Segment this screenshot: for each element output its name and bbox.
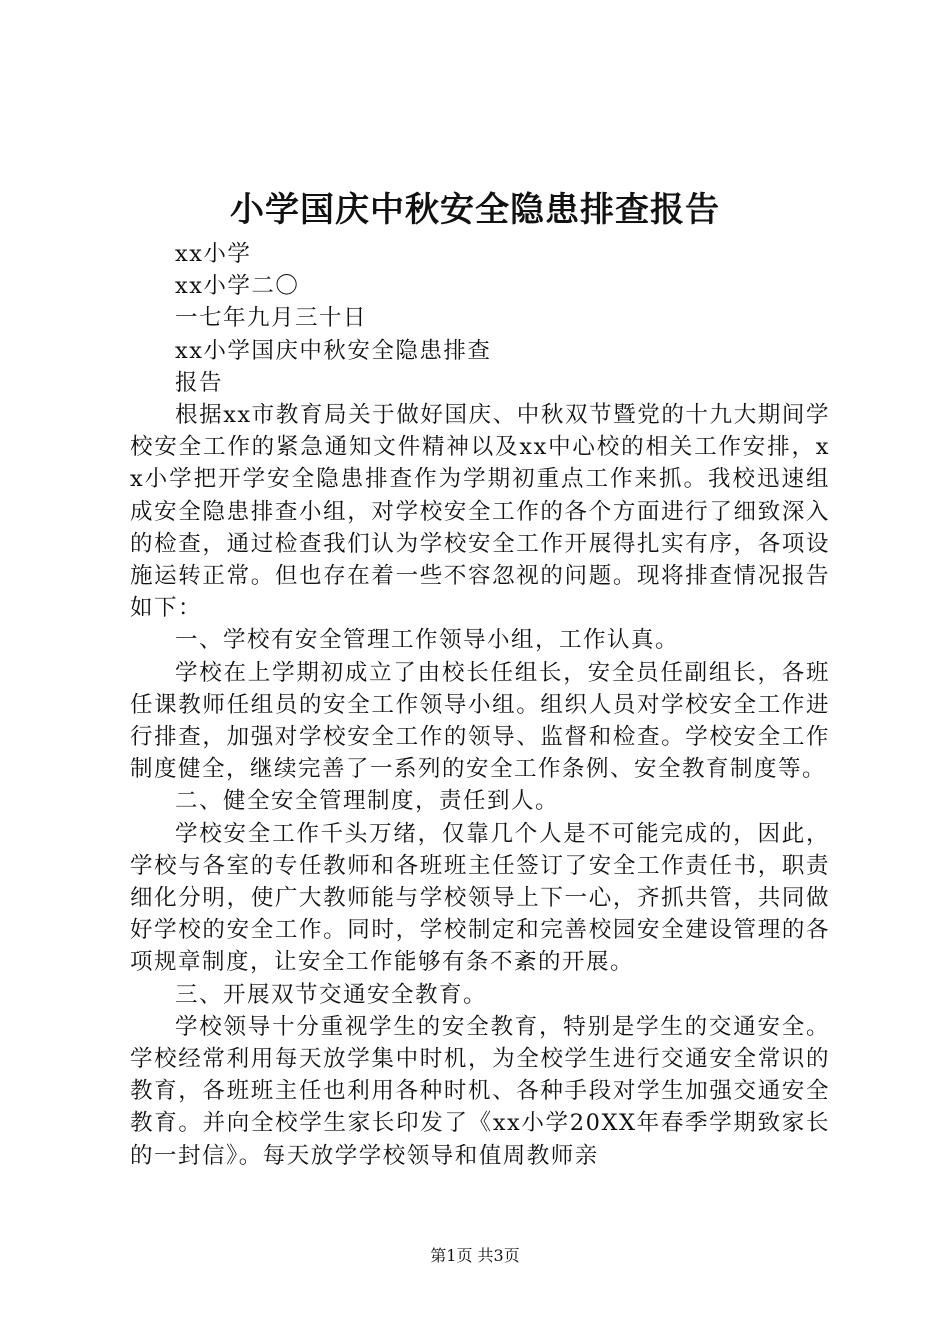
report-subtitle-line-2: 报告 — [175, 369, 224, 396]
intro-paragraph: 根据xx市教育局关于做好国庆、中秋双节暨党的十九大期间学校安全工作的紧急通知文件精神以及xx中心校的相关工作安排，xx小学把开学安全隐患排查作为学期初重点工作来抓。我校迅速组成安全隐患排查小组，对学校安全工作的各个方面进行了细致深入的检查，通过检查我们认为学校安全工作开展得扎实有序，各项设施运转正常。但也存在着一些不容忽视的问题。现将排查情况报告如下： — [130, 402, 830, 622]
school-name-line: xx小学 — [175, 241, 252, 267]
section-heading-3: 三、开展双节交通安全教育。 — [175, 981, 488, 1008]
school-date-line-2: 一七年九月三十日 — [175, 305, 368, 332]
document-title: 小学国庆中秋安全隐患排查报告 — [230, 190, 720, 230]
school-date-line-1: xx小学二〇 — [175, 273, 300, 300]
report-subtitle-line-1: xx小学国庆中秋安全隐患排查 — [175, 337, 492, 364]
section-paragraph-3: 学校领导十分重视学生的安全教育，特别是学生的交通安全。学校经常利用每天放学集中时机，为全校学生进行交通安全常识的教育，各班班主任也利用各种时机、各种手段对学生加强交通安全教育。并向全校学生家长印发了《xx小学20XX年春季学期致家长的一封信》。每天放学学校领导和值周教师亲 — [130, 1013, 830, 1169]
section-paragraph-1: 学校在上学期初成立了由校长任组长，安全员任副组长，各班任课教师任组员的安全工作领导小组。组织人员对学校安全工作进行排查，加强对学校安全工作的领导、监督和检查。学校安全工作制度健全，继续完善了一系列的安全工作条例、安全教育制度等。 — [130, 659, 830, 783]
page-number-footer: 第1页 共3页 — [430, 1246, 520, 1265]
section-heading-2: 二、健全安全管理制度，责任到人。 — [175, 788, 560, 815]
section-heading-1: 一、学校有安全管理工作领导小组，工作认真。 — [175, 627, 680, 654]
document-body — [130, 238, 830, 1172]
section-paragraph-2: 学校安全工作千头万绪，仅靠几个人是不可能完成的，因此，学校与各室的专任教师和各班班主任签订了安全工作责任书，职责细化分明，使广大教师能与学校领导上下一心，齐抓共管，共同做好学校的安全工作。同时，学校制定和完善校园安全建设管理的各项规章制度，让安全工作能够有条不紊的开展。 — [130, 820, 830, 976]
